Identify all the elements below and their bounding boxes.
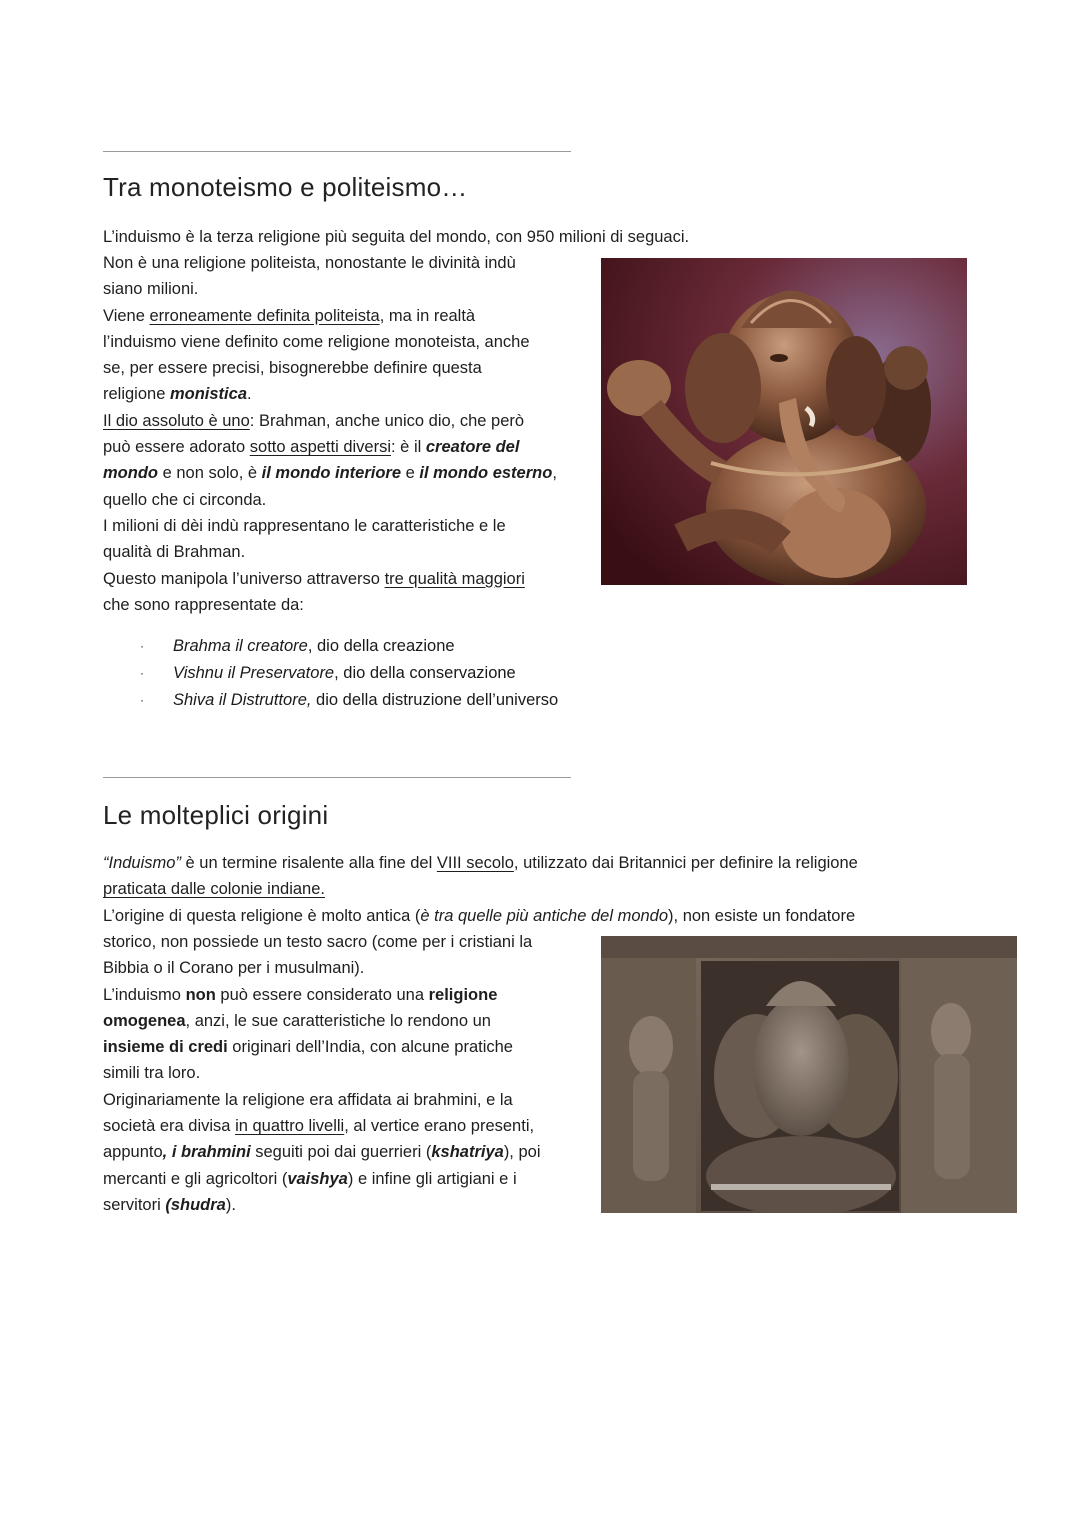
text-line: l’induismo viene definito come religione monoteista, anche: [103, 332, 530, 351]
deity-name: Shiva il Distruttore,: [173, 691, 312, 709]
text-line: [103, 434, 593, 460]
text-span: , utilizzato dai Britannici per definire la religione: [513, 854, 858, 872]
deity-desc: , dio della creazione: [307, 637, 455, 655]
text-span: ), non esiste un fondatore: [668, 906, 856, 925]
text-line: [103, 1113, 593, 1139]
emphasis-text: (shudra: [165, 1195, 226, 1214]
list-item: [140, 687, 558, 714]
text-line: [103, 381, 593, 407]
text-line: [103, 1166, 593, 1192]
text-line: Originariamente la religione era affidata ai brahmini, e la: [103, 1090, 513, 1109]
bold-text: religione: [428, 985, 498, 1004]
underlined-text: in quattro livelli: [235, 1117, 345, 1136]
text-span: , ma in realtà: [379, 306, 476, 325]
text-span: è un termine risalente alla fine del: [180, 854, 437, 872]
emphasis-text: vaishya: [287, 1169, 348, 1188]
text-line: [103, 982, 593, 1008]
text-line: siano milioni.: [103, 280, 199, 299]
text-line: [103, 1139, 593, 1165]
text-span: mercanti e gli agricoltori (: [103, 1169, 288, 1188]
text-line: storico, non possiede un testo sacro (come per i cristiani la: [103, 933, 533, 951]
section-intro: [103, 224, 1003, 250]
ganesha-statue-image: [601, 258, 967, 585]
text-span: può essere adorato: [103, 438, 250, 457]
emphasis-text: kshatriya: [431, 1143, 504, 1162]
emphasis-text: il mondo esterno: [419, 464, 553, 483]
section-intro: [103, 850, 1003, 929]
text-line: [103, 408, 593, 434]
bold-text: omogenea: [103, 1011, 186, 1030]
text-span: , anzi, le sue caratteristiche lo rendono un: [185, 1011, 491, 1030]
intro-line: L’induismo è la terza religione più seguita del mondo, con 950 milioni di seguaci.: [103, 228, 690, 246]
text-line: simili tra loro.: [103, 1064, 201, 1083]
underlined-text: erroneamente definita politeista: [149, 306, 380, 325]
text-span: e non solo, è: [158, 464, 262, 483]
text-line: se, per essere precisi, bisognerebbe definire questa: [103, 359, 482, 378]
text-line: [103, 1192, 593, 1218]
emphasis-text: “Induismo”: [103, 854, 181, 872]
underlined-text: sotto aspetti diversi: [249, 438, 392, 457]
text-span: appunto: [103, 1143, 163, 1162]
text-span: Viene: [103, 306, 150, 325]
text-span: : Brahman, anche unico dio, che però: [249, 411, 525, 430]
deity-name: Brahma il creatore: [173, 637, 308, 655]
section-title: Tra monoteismo e politeismo…: [103, 172, 468, 202]
text-span: .: [247, 385, 252, 404]
underlined-text: praticata dalle colonie indiane.: [103, 880, 325, 899]
bold-text: insieme di credi: [103, 1038, 228, 1057]
text-line: [103, 850, 1003, 876]
list-item: [140, 633, 558, 660]
text-line: [103, 460, 593, 486]
text-span: può essere considerato una: [215, 985, 429, 1004]
deity-desc: , dio della conservazione: [334, 664, 516, 682]
bold-text: non: [185, 985, 216, 1004]
text-line: Bibbia o il Corano per i musulmani).: [103, 959, 365, 978]
text-span: L’origine di questa religione è molto antica (: [103, 906, 421, 925]
bullet-icon: ·: [140, 693, 144, 707]
emphasis-text: , i brahmini: [162, 1143, 251, 1162]
text-line: [103, 1034, 593, 1060]
trimurti-carving-image: [601, 936, 1017, 1213]
section-title: Le molteplici origini: [103, 800, 329, 830]
deity-list: [140, 633, 558, 714]
text-span: L’induismo: [103, 985, 186, 1004]
section-body: [103, 929, 593, 1218]
text-line: [103, 903, 1003, 929]
text-span: ).: [225, 1195, 236, 1214]
text-span: seguiti poi dai guerrieri (: [250, 1143, 432, 1162]
section-divider: [103, 777, 571, 778]
text-span: , al vertice erano presenti,: [344, 1117, 535, 1136]
text-span: : è il: [391, 438, 426, 457]
underlined-text: Il dio assoluto è uno: [103, 411, 250, 430]
section-divider: [103, 151, 571, 152]
emphasis-text: monistica: [169, 385, 247, 404]
text-line: [103, 876, 1003, 902]
emphasis-text: mondo: [103, 464, 158, 483]
text-span: ,: [552, 464, 557, 483]
bullet-icon: ·: [140, 639, 144, 653]
text-span: originari dell’India, con alcune pratiche: [227, 1038, 513, 1057]
text-line: quello che ci circonda.: [103, 490, 267, 509]
underlined-text: VIII secolo: [436, 854, 514, 872]
section-body: [103, 250, 593, 618]
text-span: ), poi: [503, 1143, 541, 1162]
text-span: società era divisa: [103, 1117, 236, 1136]
text-line: che sono rappresentate da:: [103, 595, 304, 614]
text-line: Non è una religione politeista, nonostante le divinità indù: [103, 254, 516, 272]
underlined-text: tre qualità maggiori: [384, 569, 525, 588]
text-span: ) e infine gli artigiani e i: [347, 1169, 517, 1188]
text-line: qualità di Brahman.: [103, 543, 246, 562]
text-span: Questo manipola l’universo attraverso: [103, 569, 385, 588]
emphasis-text: il mondo interiore: [261, 464, 402, 483]
text-span: servitori: [103, 1195, 166, 1214]
emphasis-text: è tra quelle più antiche del mondo: [420, 906, 669, 925]
text-line: [103, 303, 593, 329]
deity-desc: dio della distruzione dell’universo: [311, 691, 559, 709]
text-line: [103, 566, 593, 592]
text-line: I milioni di dèi indù rappresentano le caratteristiche e le: [103, 516, 506, 535]
deity-name: Vishnu il Preservatore: [173, 664, 335, 682]
text-line: [103, 1008, 593, 1034]
list-item: [140, 660, 558, 687]
emphasis-text: creatore del: [425, 438, 520, 457]
bullet-icon: ·: [140, 666, 144, 680]
text-span: religione: [103, 385, 170, 404]
text-span: e: [401, 464, 420, 483]
